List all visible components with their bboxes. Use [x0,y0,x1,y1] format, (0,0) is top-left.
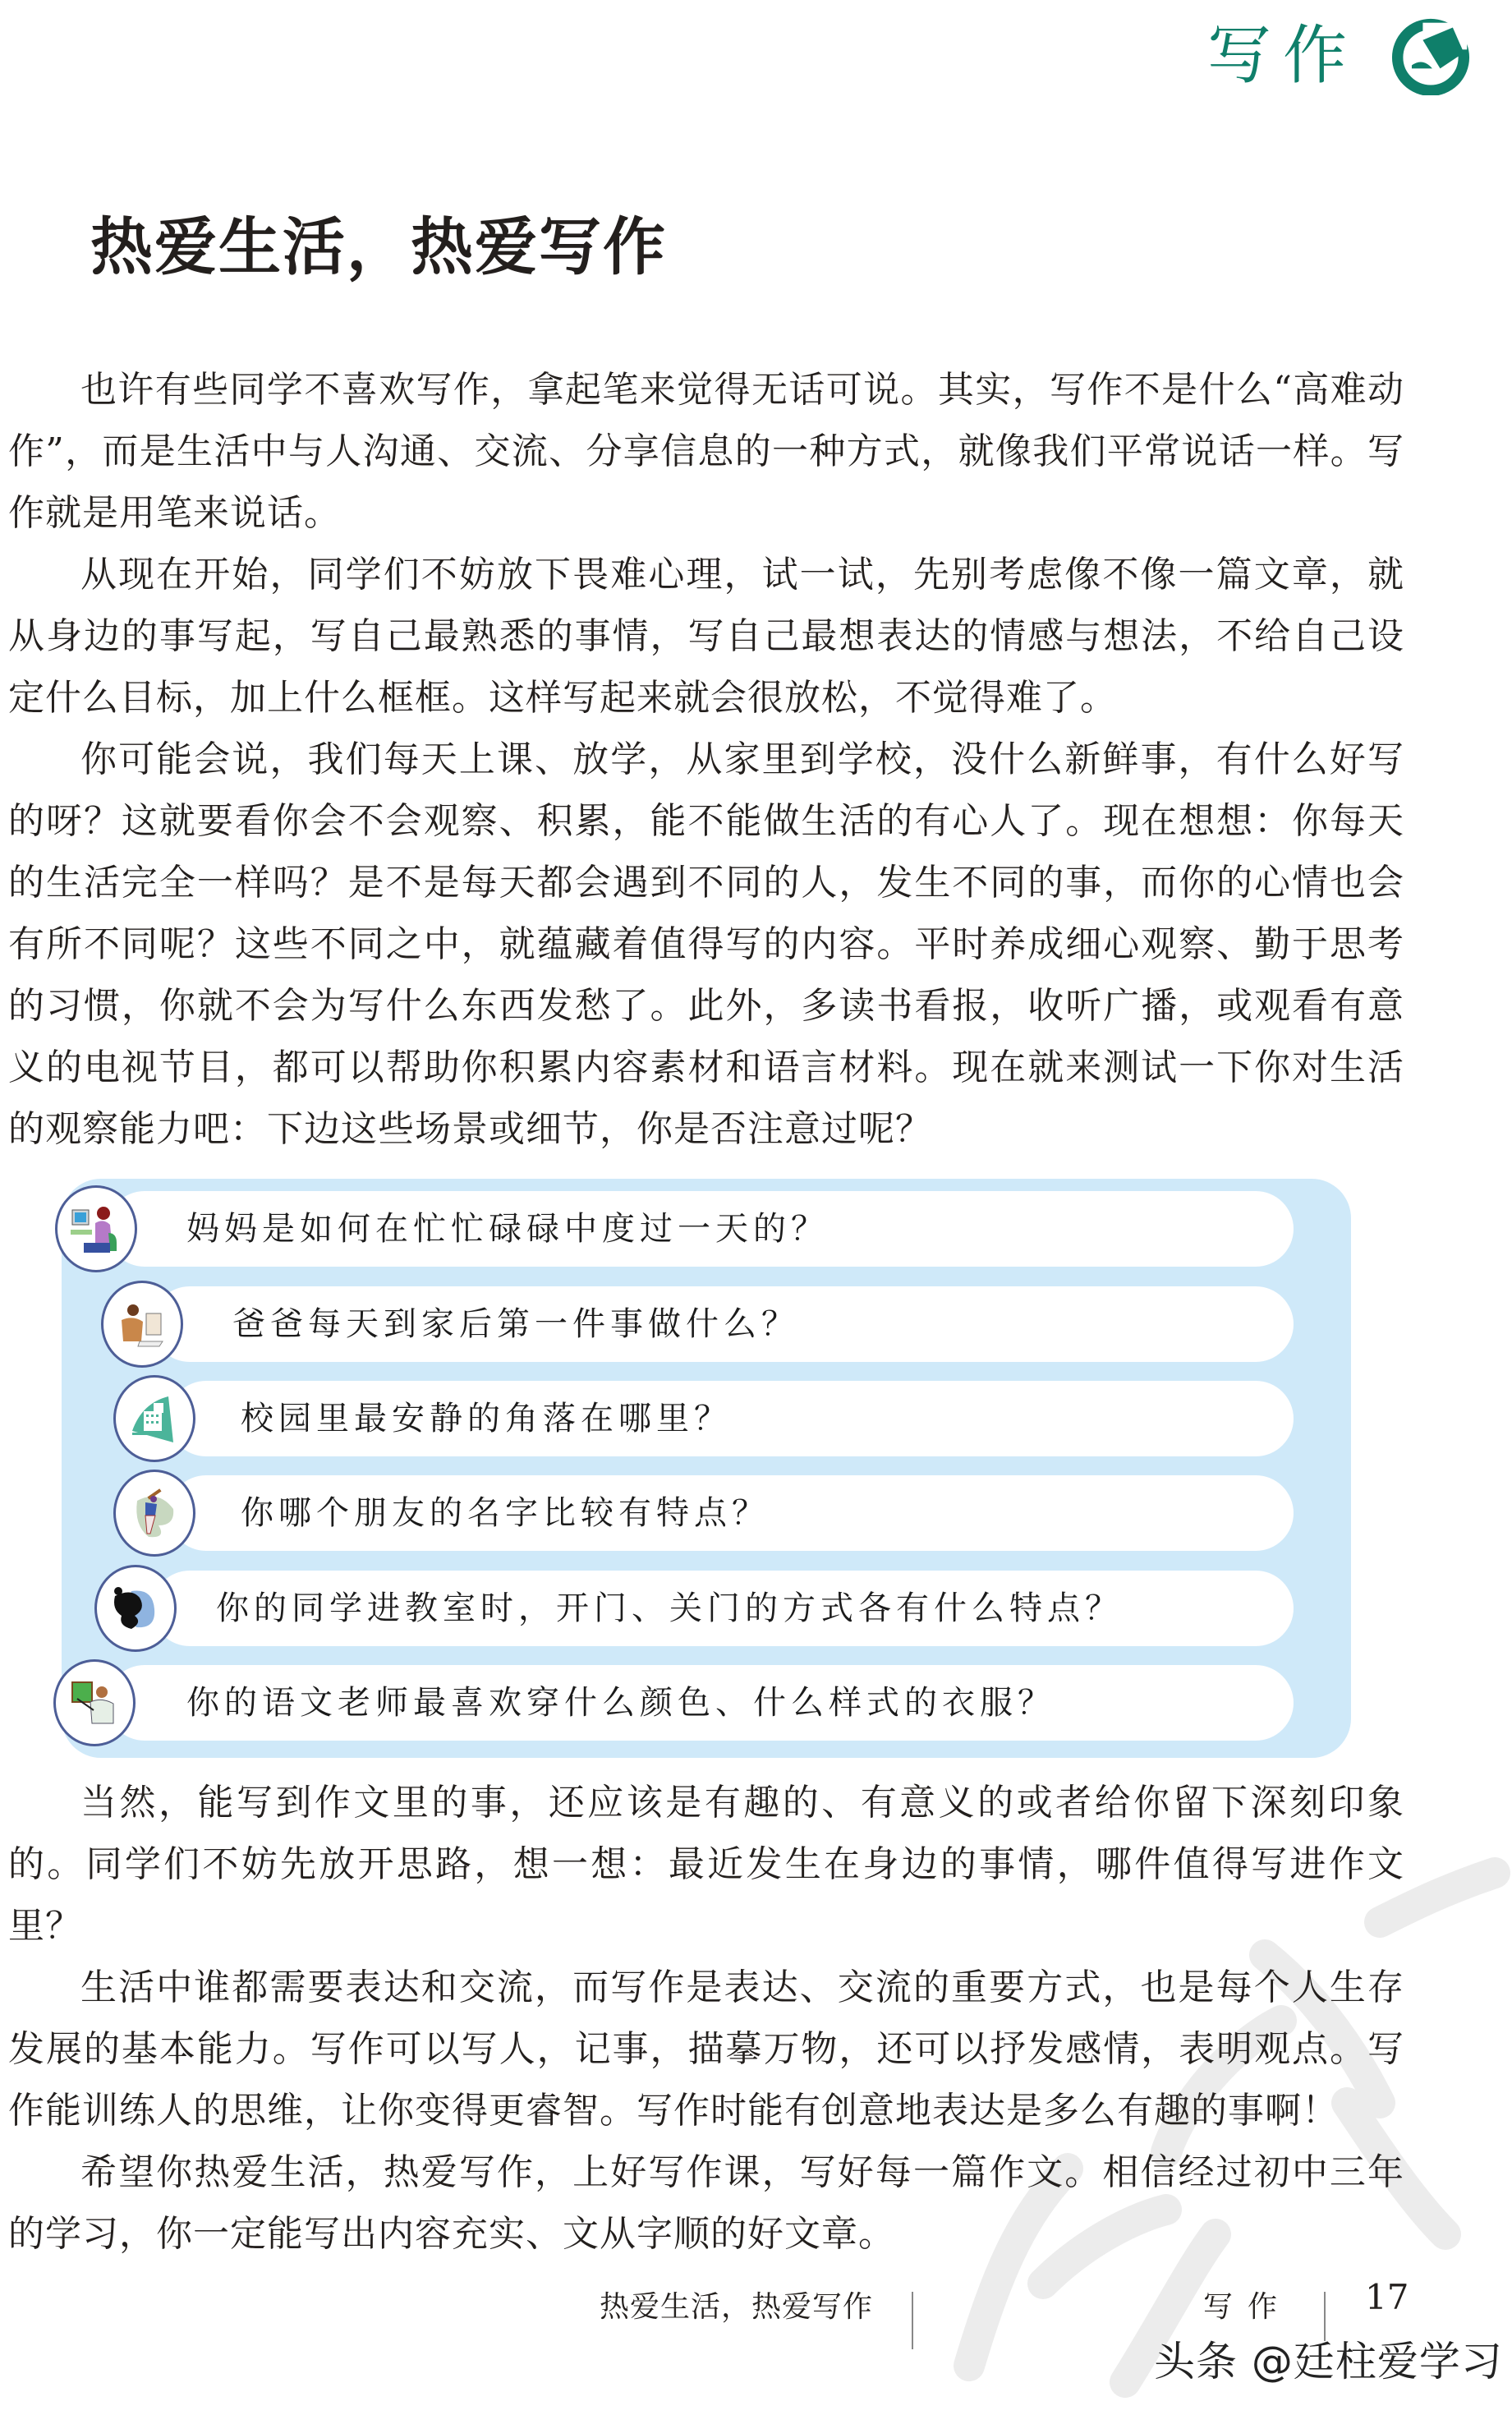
question-item [62,1475,1294,1551]
woman-at-computer-icon [55,1185,137,1272]
question-text: 妈妈是如何在忙忙碌碌中度过一天的？ [186,1210,829,1248]
intro-text [8,359,1404,1160]
page-title: 热爱生活，热爱写作 [90,209,667,283]
question-text: 你的语文老师最喜欢穿什么颜色、什么样式的衣服？ [186,1684,1055,1722]
baseball-player-icon [113,1470,195,1557]
footer-section-label: 写作 [1203,2290,1293,2324]
paragraph: 也许有些同学不喜欢写作，拿起笔来觉得无话可说。其实，写作不是什么“高难动作”，而是生活中与人沟通、交流、分享信息的一种方式，就像我们平常说话一样。写作就是用笔来说话。 [8,369,1404,534]
question-item [62,1191,1294,1267]
running-figure-icon [94,1565,177,1652]
question-text: 爸爸每天到家后第一件事做什么？ [232,1305,799,1343]
question-item [62,1665,1294,1741]
paragraph: 生活中谁都需要表达和交流，而写作是表达、交流的重要方式，也是每个人生存发展的基本能力。写作可以写人，记事，描摹万物，还可以抒发感情，表明观点。写作能训练人的思维，让你变得更睿智。写作时能有创意地表达是多么有趣的事啊！ [8,1966,1404,2132]
paragraph: 希望你热爱生活，热爱写作，上好写作课，写好每一篇作文。相信经过初中三年的学习，你一定能写出内容充实、文从字顺的好文章。 [8,2151,1404,2255]
question-item [62,1571,1294,1646]
running-title: 热爱生活，热爱写作 [600,2290,874,2324]
closing-text [8,1772,1404,2265]
source-watermark: 头条 @廷柱爱学习 [1154,2338,1503,2385]
question-text: 校园里最安静的角落在哪里？ [241,1400,732,1438]
question-text: 你的同学进教室时，开门、关门的方式各有什么特点？ [216,1589,1123,1627]
observation-questions-box [62,1179,1351,1758]
teacher-at-blackboard-icon [53,1659,136,1746]
paragraph: 当然，能写到作文里的事，还应该是有趣的、有意义的或者给你留下深刻印象的。同学们不妨先放开思路，想一想：最近发生在身边的事情，哪件值得写进作文里？ [8,1782,1404,1947]
section-header [1207,15,1470,97]
man-at-computer-icon [101,1281,183,1368]
question-text: 你哪个朋友的名字比较有特点？ [241,1494,770,1532]
section-label: 写作 [1207,19,1359,93]
question-item [62,1286,1294,1362]
writing-badge-icon [1391,16,1470,95]
school-building-icon [113,1375,195,1462]
footer-divider [912,2292,913,2349]
page-number: 17 [1365,2277,1409,2317]
paragraph: 你可能会说，我们每天上课、放学，从家里到学校，没什么新鲜事，有什么好写的呀？这就要看你会不会观察、积累，能不能做生活的有心人了。现在想想：你每天的生活完全一样吗？是不是每天都会遇到不同的人，发生不同的事，而你的心情也会有所不同呢？这些不同之中，就蕴藏着值得写的内容。平时养成细心观察、勤于思考的习惯，你就不会为写什么东西发愁了。此外，多读书看报，收听广播，或观看有意义的电视节目，都可以帮助你积累内容素材和语言材料。现在就来测试一下你对生活的观察能力吧：下边这些场景或细节，你是否注意过呢？ [8,738,1404,1150]
paragraph: 从现在开始，同学们不妨放下畏难心理，试一试，先别考虑像不像一篇文章，就从身边的事写起，写自己最熟悉的事情，写自己最想表达的情感与想法，不给自己设定什么目标，加上什么框框。这样写起来就会很放松，不觉得难了。 [8,554,1404,719]
question-item [62,1381,1294,1456]
